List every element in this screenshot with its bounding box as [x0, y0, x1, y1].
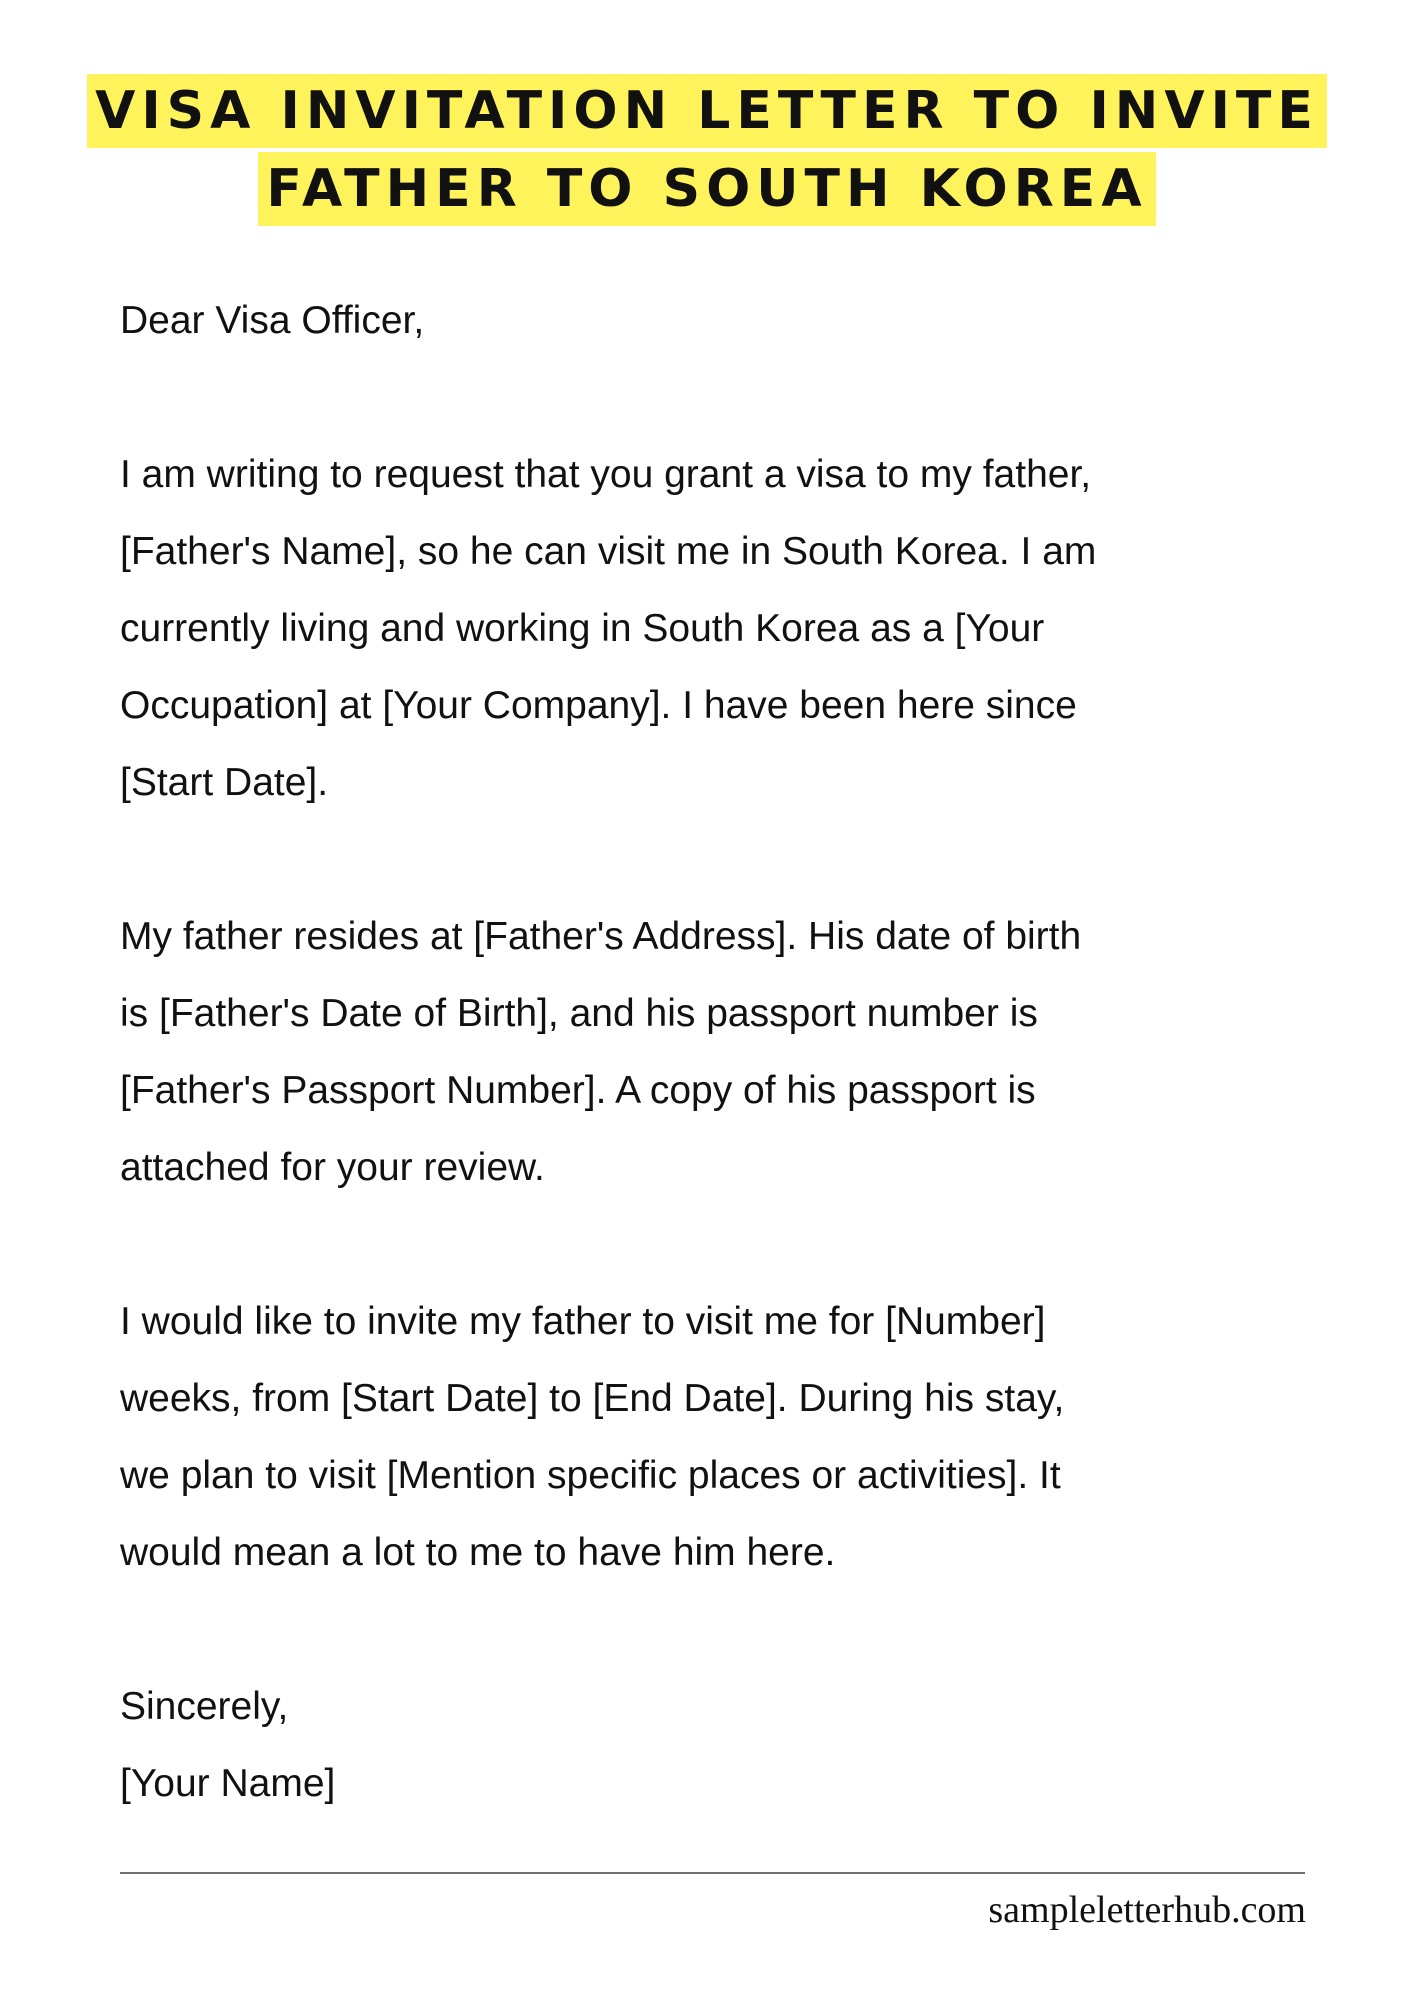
paragraph-3: I would like to invite my father to visit me for [Number] weeks, from [Start Date] to [End Date]. During his stay, we plan to visit [Mention specific places or activities]. It would mean a lot to me to have him here.: [120, 1300, 1065, 1574]
paragraph-1: I am writing to request that you grant a visa to my father, [Father's Name], so he can visit me in South Korea. I am currently living and working in South Korea as a [Your Occupation] at [Your Company]. I have been here since [Start Date].: [120, 453, 1097, 804]
signature: [Your Name]: [120, 1762, 336, 1805]
salutation: Dear Visa Officer,: [120, 299, 425, 342]
footer-site: sampleletterhub.com: [988, 1889, 1306, 1931]
footer-divider: [120, 1872, 1305, 1874]
letter-title: [0, 74, 1414, 226]
closing: Sincerely,: [120, 1685, 289, 1728]
title-line-1: VISA INVITATION LETTER TO INVITE: [87, 74, 1327, 148]
title-line-2: FATHER TO SOUTH KOREA: [258, 152, 1155, 226]
paragraph-2: My father resides at [Father's Address]. His date of birth is [Father's Date of Birth], and his passport number is [Father's Passport Number]. A copy of his passport is attached for your review.: [120, 915, 1082, 1189]
letter-body: [120, 282, 1360, 1822]
closing-block: [120, 1668, 1360, 1822]
